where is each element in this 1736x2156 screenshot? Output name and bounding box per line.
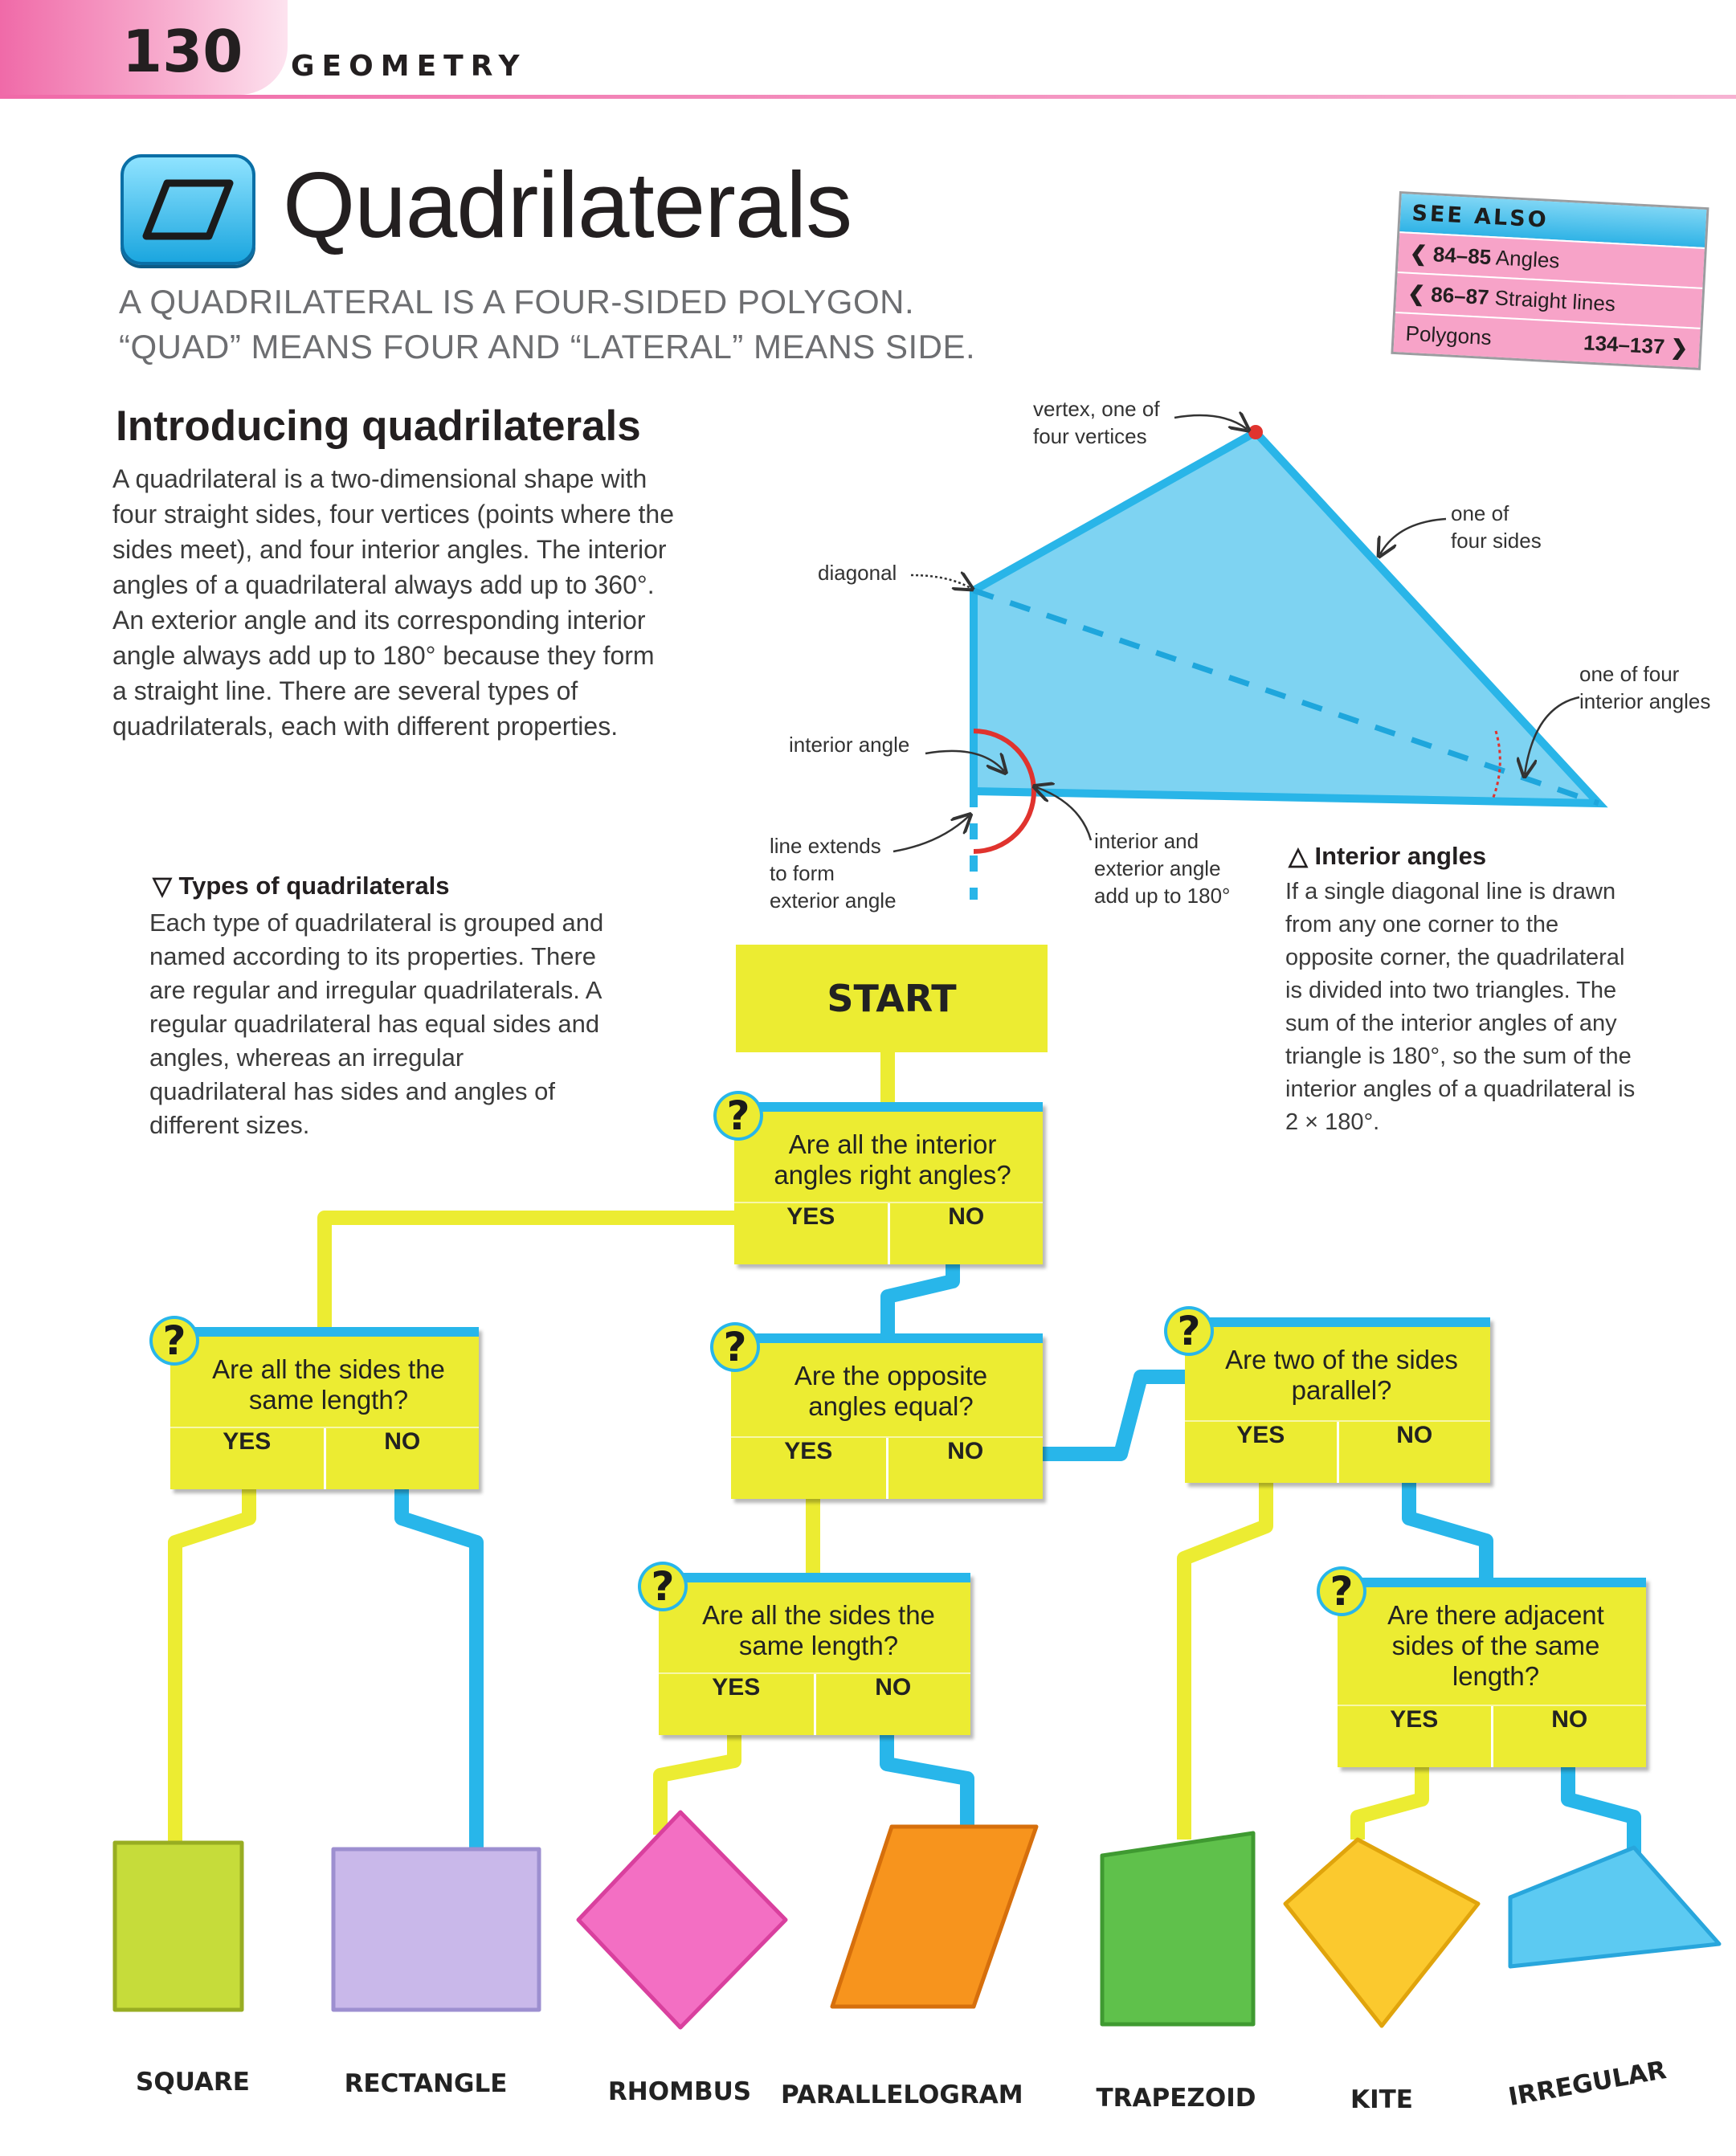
question-box-equal-sides-2 bbox=[651, 1563, 970, 1735]
see-also-label: Straight lines bbox=[1494, 284, 1616, 316]
question-mark-icon: ? bbox=[717, 1094, 760, 1137]
question-mark-icon: ? bbox=[641, 1565, 684, 1608]
label-vertex: vertex, one of four vertices bbox=[1033, 397, 1160, 448]
rhombus-shape bbox=[578, 1812, 786, 2027]
no-option: NO bbox=[888, 1203, 1044, 1264]
question-box-parallel-sides bbox=[1177, 1308, 1490, 1483]
see-also-pages: 134–137 ❯ bbox=[1583, 329, 1689, 360]
no-option: NO bbox=[1337, 1422, 1491, 1483]
result-shapes bbox=[115, 1812, 1719, 2027]
types-heading: ▽ Types of quadrilaterals bbox=[153, 872, 450, 900]
shape-label-square: SQUARE bbox=[136, 2068, 250, 2097]
no-option: NO bbox=[324, 1428, 480, 1489]
yes-option: YES bbox=[712, 1674, 761, 1701]
question-mark-icon: ? bbox=[1167, 1309, 1211, 1353]
label-angle-sum: interior and exterior angle add up to 180° bbox=[1094, 829, 1231, 908]
question-box-right-angles bbox=[726, 1092, 1043, 1264]
see-also-pages: ❮ 84–85 bbox=[1409, 240, 1492, 269]
intro-body: A quadrilateral is a two-dimensional shape with four straight sides, four vertices (points where the sides meet), and four interior angles. The interior angles of a quadrilateral always add up to 360°. An exterior angle and its corresponding interior angle always add up to 180° because they form a straight line. There are several types of quadrilaterals, each with different properties. bbox=[112, 464, 674, 741]
shape-label-irregular: IRREGULAR bbox=[1506, 2056, 1669, 2112]
yes-option: YES bbox=[784, 1438, 833, 1464]
label-interior-angles: one of four interior angles bbox=[1579, 662, 1711, 713]
question-mark-icon: ? bbox=[713, 1325, 757, 1369]
question-text: Are all the sides the same length? bbox=[212, 1354, 445, 1415]
parallelogram-shape bbox=[832, 1827, 1036, 2007]
question-box-adjacent-sides bbox=[1330, 1568, 1646, 1767]
question-text: Are all the sides the same length? bbox=[702, 1600, 935, 1660]
question-text: Are all the interior angles right angles? bbox=[774, 1129, 1011, 1190]
page-number: 130 bbox=[122, 18, 243, 85]
square-shape bbox=[115, 1843, 242, 2010]
question-text: Are the opposite angles equal? bbox=[794, 1361, 988, 1421]
subtitle-line: A QUADRILATERAL IS A FOUR-SIDED POLYGON. bbox=[119, 283, 915, 321]
shape-label-parallelogram: PARALLELOGRAM bbox=[781, 2080, 1023, 2109]
start-box: START bbox=[736, 945, 1048, 1052]
see-also-label: Angles bbox=[1495, 244, 1561, 273]
see-also-heading: SEE ALSO bbox=[1399, 194, 1706, 247]
label-diagonal: diagonal bbox=[818, 561, 897, 585]
irregular-shape bbox=[1510, 1848, 1719, 1966]
rectangle-shape bbox=[333, 1849, 539, 2010]
yes-option: YES bbox=[1236, 1422, 1285, 1448]
no-option: NO bbox=[1491, 1706, 1647, 1767]
quadrilateral-diagram bbox=[893, 415, 1599, 900]
page-title: Quadrilaterals bbox=[283, 153, 852, 257]
types-body: Each type of quadrilateral is grouped and named according to its properties. There are regular and irregular quadrilaterals. A regular quadrilateral has equal sides and angles, whereas an irregular quadrilateral has sides and angles of different sizes. bbox=[149, 909, 604, 1139]
shape-label-rectangle: RECTANGLE bbox=[344, 2069, 508, 2098]
section-label: GEOMETRY bbox=[291, 50, 527, 83]
question-mark-icon: ? bbox=[153, 1319, 196, 1362]
shape-label-rhombus: RHOMBUS bbox=[607, 2077, 752, 2106]
shape-label-kite: KITE bbox=[1350, 2085, 1413, 2114]
yes-option: YES bbox=[786, 1203, 835, 1230]
question-box-opposite-angles bbox=[723, 1324, 1043, 1499]
interior-angles-body: If a single diagonal line is drawn from any one corner to the opposite corner, the quadrilateral is divided into two triangles. The sum of the interior angles of any triangle is 180°, so the sum of the interior angles of a quadrilateral is 2 × 180°. bbox=[1285, 879, 1636, 1135]
question-text: Are there adjacent sides of the same length? bbox=[1387, 1600, 1604, 1691]
question-text: Are two of the sides parallel? bbox=[1225, 1345, 1458, 1405]
label-side: one of four sides bbox=[1451, 501, 1542, 553]
yes-option: YES bbox=[1390, 1706, 1439, 1733]
question-box-equal-sides bbox=[162, 1317, 479, 1489]
interior-angles-heading: △ Interior angles bbox=[1289, 842, 1487, 870]
shape-label-trapezoid: TRAPEZOID bbox=[1096, 2084, 1256, 2113]
no-option: NO bbox=[814, 1674, 971, 1735]
yes-option: YES bbox=[223, 1428, 272, 1455]
no-option: NO bbox=[886, 1438, 1044, 1499]
trapezoid-shape bbox=[1102, 1833, 1253, 2024]
kite-shape bbox=[1285, 1840, 1478, 2026]
question-mark-icon: ? bbox=[1320, 1570, 1363, 1613]
label-line-extends: line extends to form exterior angle bbox=[770, 834, 897, 913]
subtitle-line: “QUAD” MEANS FOUR AND “LATERAL” MEANS SIDE. bbox=[119, 328, 976, 365]
intro-heading: Introducing quadrilaterals bbox=[116, 402, 641, 450]
see-also-pages: ❮ 86–87 bbox=[1407, 280, 1490, 309]
see-also-label: Polygons bbox=[1405, 321, 1493, 349]
label-interior-angle: interior angle bbox=[789, 733, 910, 757]
